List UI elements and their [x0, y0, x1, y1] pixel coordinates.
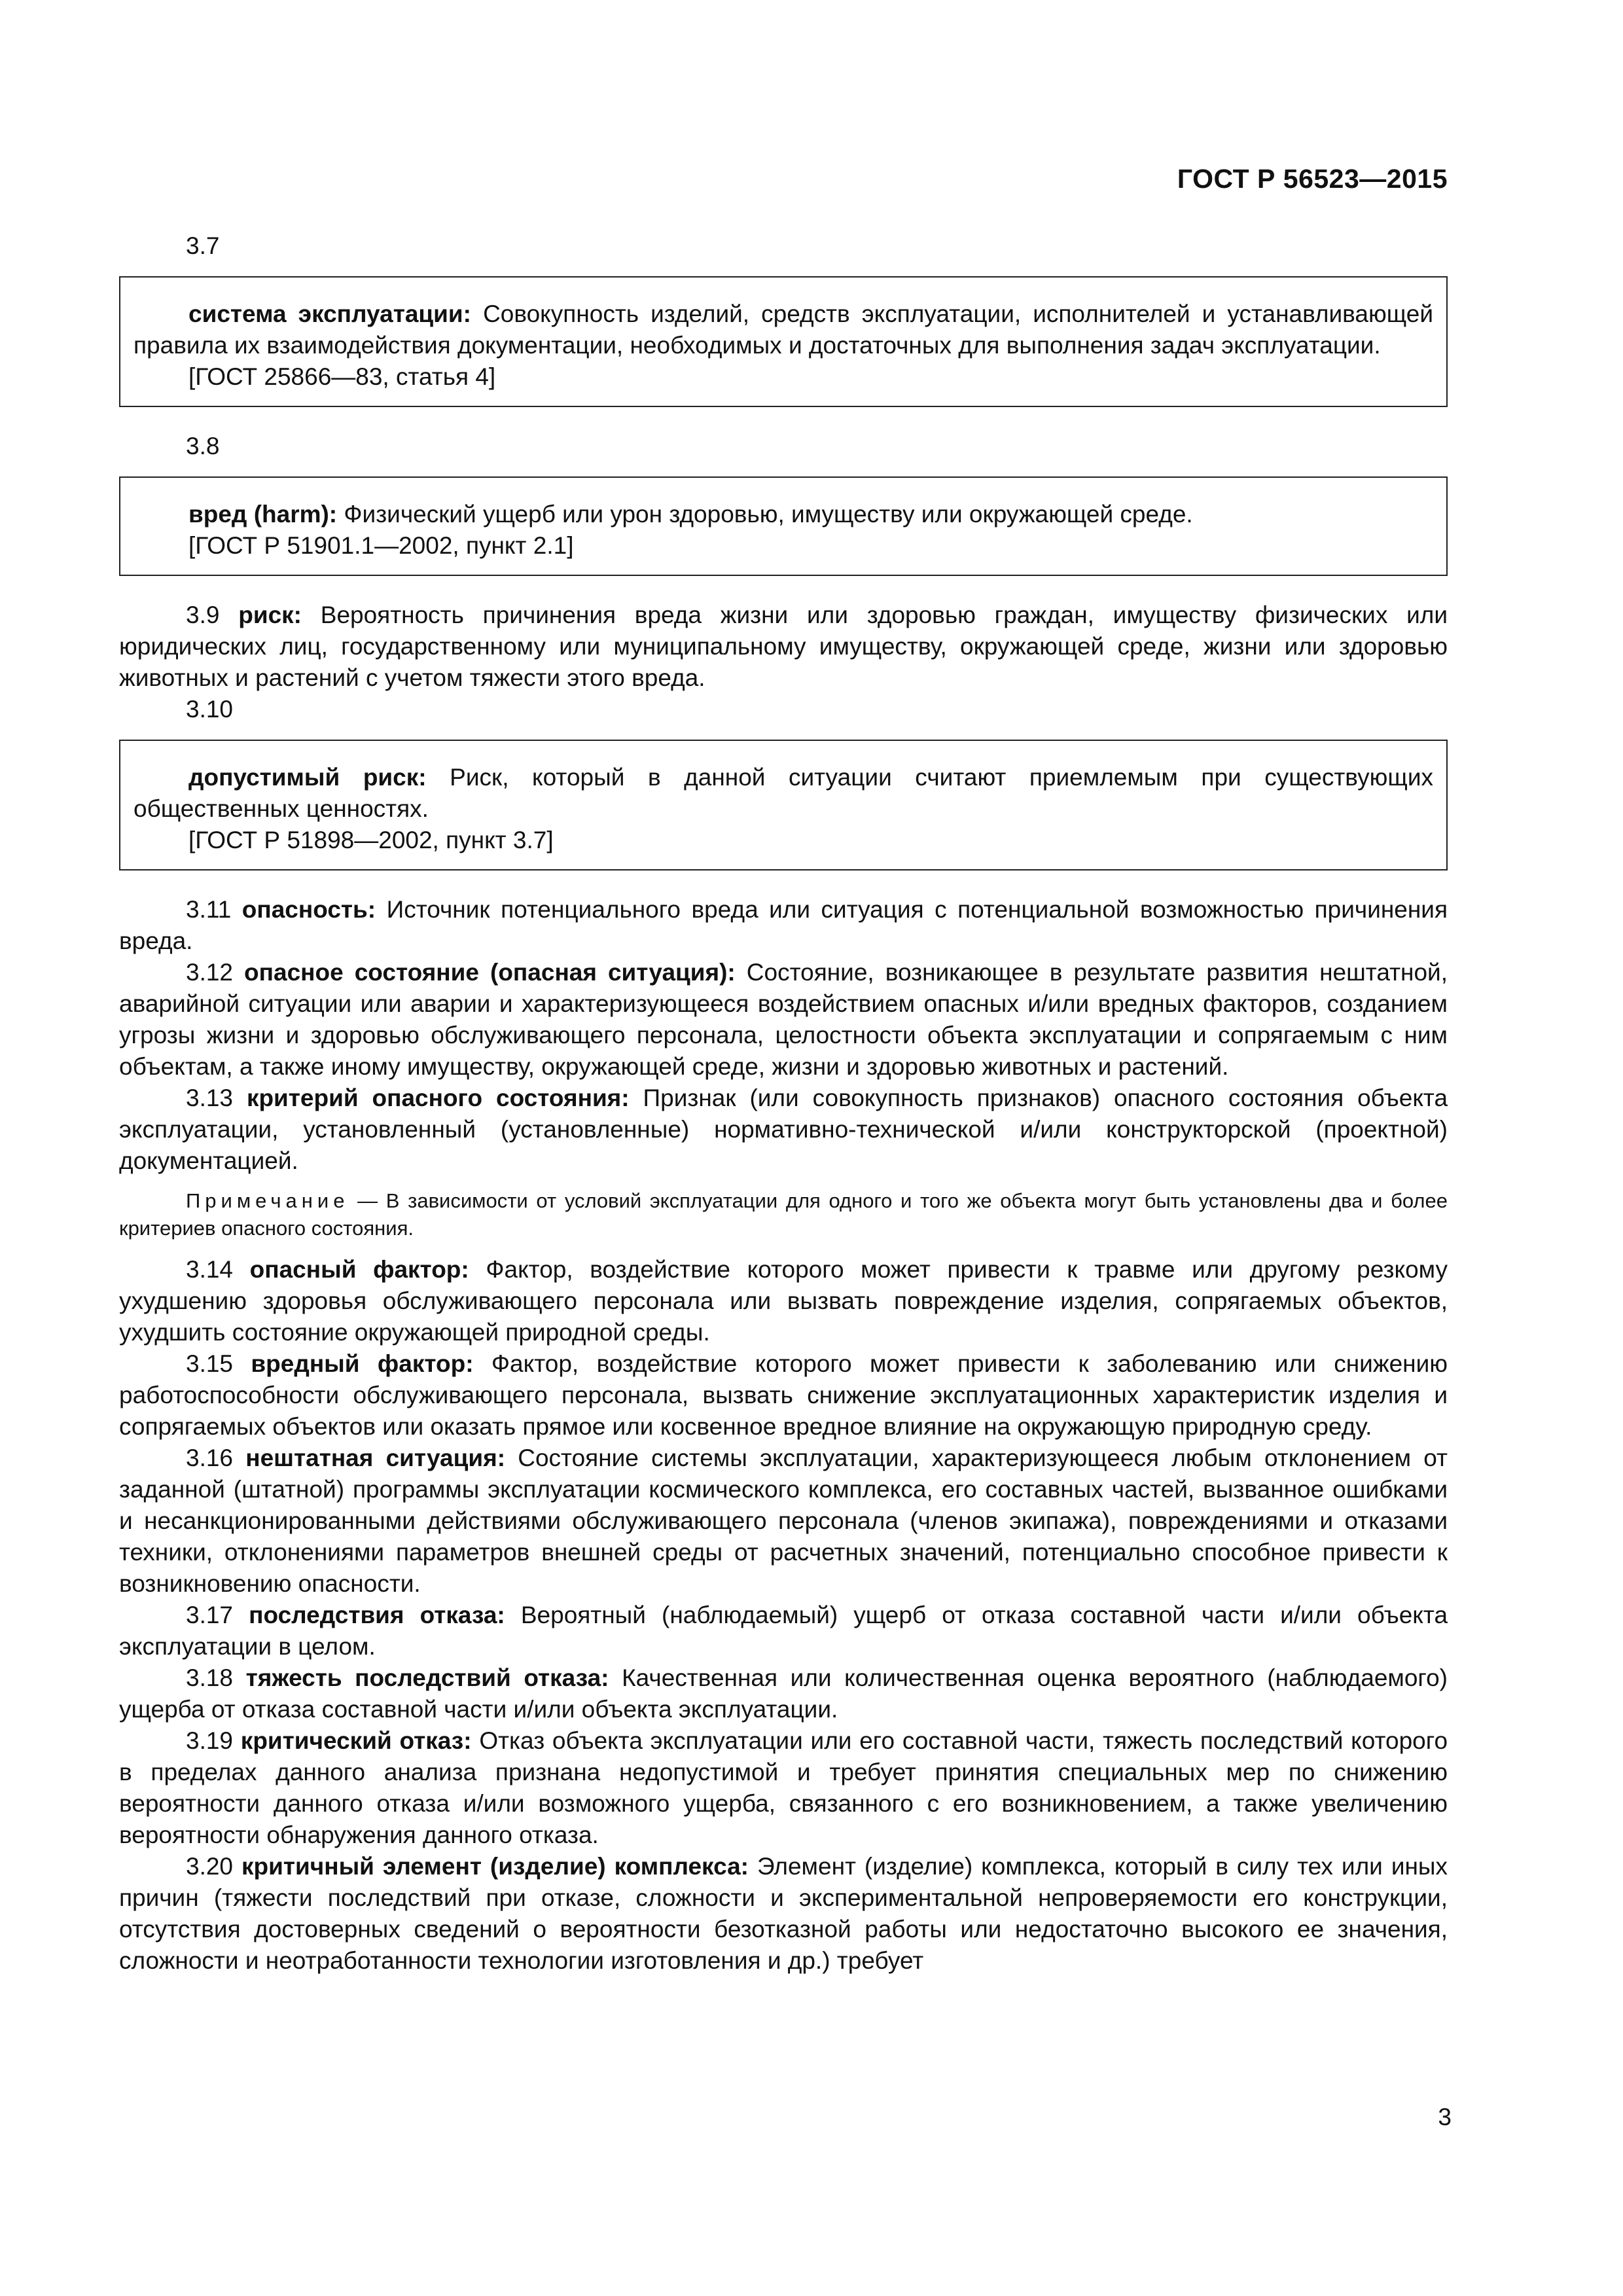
- term-3-17: последствия отказа:: [249, 1602, 505, 1628]
- clause-number-3-18: 3.18: [186, 1664, 234, 1691]
- clause-number-3-12: 3.12: [186, 959, 234, 986]
- clause-number-3-20: 3.20: [186, 1853, 234, 1880]
- definition-text-3-9: Вероятность причинения вреда жизни или здоровью граждан, имуществу физических или юридических лиц, государственному или муниципальному имуществу, окружающей среде, жизни или здоровью животных и растений с учетом тяжести этого вреда.: [119, 601, 1448, 691]
- definition-text-3-15: Фактор, воздействие которого может привести к заболеванию или снижению работоспособности обслуживающего персонала, вызвать снижение эксплуатационных характеристик изделия и сопрягаемых объектов или оказать прямое или косвенное вредное влияние на окружающую природную среду.: [119, 1350, 1448, 1440]
- term-3-8: вред (harm):: [188, 501, 338, 528]
- clause-3-20: [119, 1851, 1448, 1977]
- term-3-15: вредный фактор:: [251, 1350, 474, 1377]
- clause-3-9: [119, 600, 1448, 694]
- definition-text-3-12: Состояние, возникающее в результате развития нештатной, аварийной ситуации или аварии и характеризующееся воздействием опасных и/или вредных факторов, созданием угрозы жизни и здоровью обслуживающего персонала, целостности объекта эксплуатации и сопрягаемым с ним объектам, а также иному имуществу, окружающей среде, жизни и здоровью животных и растений.: [119, 959, 1448, 1080]
- clause-number-3-8: 3.8: [186, 433, 220, 459]
- definition-text-3-14: Фактор, воздействие которого может привести к травме или другому резкому ухудшению здоровья обслуживающего персонала или вызвать повреждение изделия, сопрягаемых объектов, ухудшить состояние окружающей природной среды.: [119, 1256, 1448, 1346]
- clause-number-3-7: 3.7: [186, 232, 220, 259]
- clause-number-3-9: 3.9: [186, 601, 220, 628]
- definition-text-3-13: Признак (или совокупность признаков) опасного состояния объекта эксплуатации, установленный (установленные) нормативно-технической и/или конструкторской (проектной) документацией.: [119, 1085, 1448, 1174]
- definition-3-10: [134, 762, 1433, 825]
- definition-text-3-10: Риск, который в данной ситуации считают приемлемым при существующих общественных ценностях.: [134, 764, 1434, 822]
- note-text: — В зависимости от условий эксплуатации для одного и того же объекта могут быть установлены два и более критериев опасного состояния.: [119, 1189, 1448, 1240]
- clause-3-19: [119, 1725, 1448, 1851]
- document-header: ГОСТ Р 56523—2015: [1177, 164, 1448, 194]
- reference-3-8: [ГОСТ Р 51901.1—2002, пункт 2.1]: [188, 532, 574, 559]
- clause-3-18: [119, 1662, 1448, 1725]
- clause-3-15: [119, 1348, 1448, 1443]
- document-body: [119, 230, 1448, 1977]
- term-3-7: система эксплуатации:: [188, 300, 471, 327]
- term-3-19: критический отказ:: [240, 1727, 472, 1754]
- definition-text-3-20: Элемент (изделие) комплекса, который в силу тех или иных причин (тяжести последствий при отказе, сложности и экспериментальной непроверяемости его конструкции, отсутствия достоверных сведений о вероятности безотказной работы или недостаточно высокого ее значения, сложности и неотработанности технологии изготовления и др.) требует: [119, 1853, 1448, 1974]
- clause-3-16: [119, 1443, 1448, 1600]
- clause-number-3-16: 3.16: [186, 1444, 234, 1471]
- clause-3-17: [119, 1600, 1448, 1662]
- term-3-13: критерий опасного состояния:: [246, 1085, 630, 1111]
- clause-number-3-17: 3.17: [186, 1602, 234, 1628]
- reference-3-7: [ГОСТ 25866—83, статья 4]: [188, 363, 496, 390]
- term-3-9: риск:: [238, 601, 302, 628]
- definition-text-3-8: Физический ущерб или урон здоровью, имуществу или окружающей среде.: [344, 501, 1193, 528]
- term-3-11: опасность:: [241, 896, 376, 923]
- term-3-18: тяжесть последствий отказа:: [245, 1664, 609, 1691]
- note-label: Примечание: [186, 1189, 349, 1212]
- definition-text-3-17: Вероятный (наблюдаемый) ущерб от отказа составной части и/или объекта эксплуатации в целом.: [119, 1602, 1448, 1660]
- definition-text-3-18: Качественная или количественная оценка вероятного (наблюдаемого) ущерба от отказа составной части и/или объекта эксплуатации.: [119, 1664, 1448, 1723]
- definition-text-3-16: Состояние системы эксплуатации, характеризующееся любым отклонением от заданной (штатной) программы эксплуатации космического комплекса, его составных частей, вызванное ошибками и несанкционированными действиями обслуживающего персонала (членов экипажа), повреждениями и отказами техники, отклонениями параметров внешней среды от расчетных значений, потенциально способное привести к возникновению опасности.: [119, 1444, 1448, 1597]
- term-3-10: допустимый риск:: [188, 764, 427, 791]
- definition-3-8: [134, 499, 1433, 530]
- clause-3-14: [119, 1254, 1448, 1348]
- definition-3-7: [134, 298, 1433, 361]
- definition-box-3-7: [119, 276, 1448, 407]
- clause-number-3-14: 3.14: [186, 1256, 234, 1283]
- definition-box-3-8: [119, 476, 1448, 576]
- clause-3-11: [119, 894, 1448, 957]
- clause-3-12: [119, 957, 1448, 1083]
- term-3-14: опасный фактор:: [249, 1256, 469, 1283]
- term-3-12: опасное состояние (опасная ситуация):: [244, 959, 736, 986]
- clause-number-3-13: 3.13: [186, 1085, 234, 1111]
- clause-number-3-15: 3.15: [186, 1350, 234, 1377]
- clause-number-3-19: 3.19: [186, 1727, 234, 1754]
- definition-box-3-10: [119, 740, 1448, 870]
- clause-number-3-10: 3.10: [186, 696, 234, 723]
- definition-text-3-11: Источник потенциального вреда или ситуация с потенциальной возможностью причинения вреда.: [119, 896, 1448, 954]
- term-3-16: нештатная ситуация:: [245, 1444, 506, 1471]
- reference-3-10: [ГОСТ Р 51898—2002, пункт 3.7]: [188, 827, 554, 853]
- page-number: 3: [1438, 2104, 1452, 2130]
- clause-number-3-11: 3.11: [186, 896, 232, 923]
- clause-3-13: [119, 1083, 1448, 1177]
- definition-text-3-19: Отказ объекта эксплуатации или его составной части, тяжесть последствий которого в пределах данного анализа признана недопустимой и требует принятия специальных мер по снижению вероятности данного отказа и/или возможного ущерба, связанного с его возникновением, а также увеличению вероятности обнаружения данного отказа.: [119, 1727, 1448, 1848]
- definition-text-3-7: Совокупность изделий, средств эксплуатации, исполнителей и устанавливающей правила их взаимодействия документации, необходимых и достаточных для выполнения задач эксплуатации.: [134, 300, 1434, 359]
- note: [119, 1187, 1448, 1242]
- term-3-20: критичный элемент (изделие) комплекса:: [241, 1853, 749, 1880]
